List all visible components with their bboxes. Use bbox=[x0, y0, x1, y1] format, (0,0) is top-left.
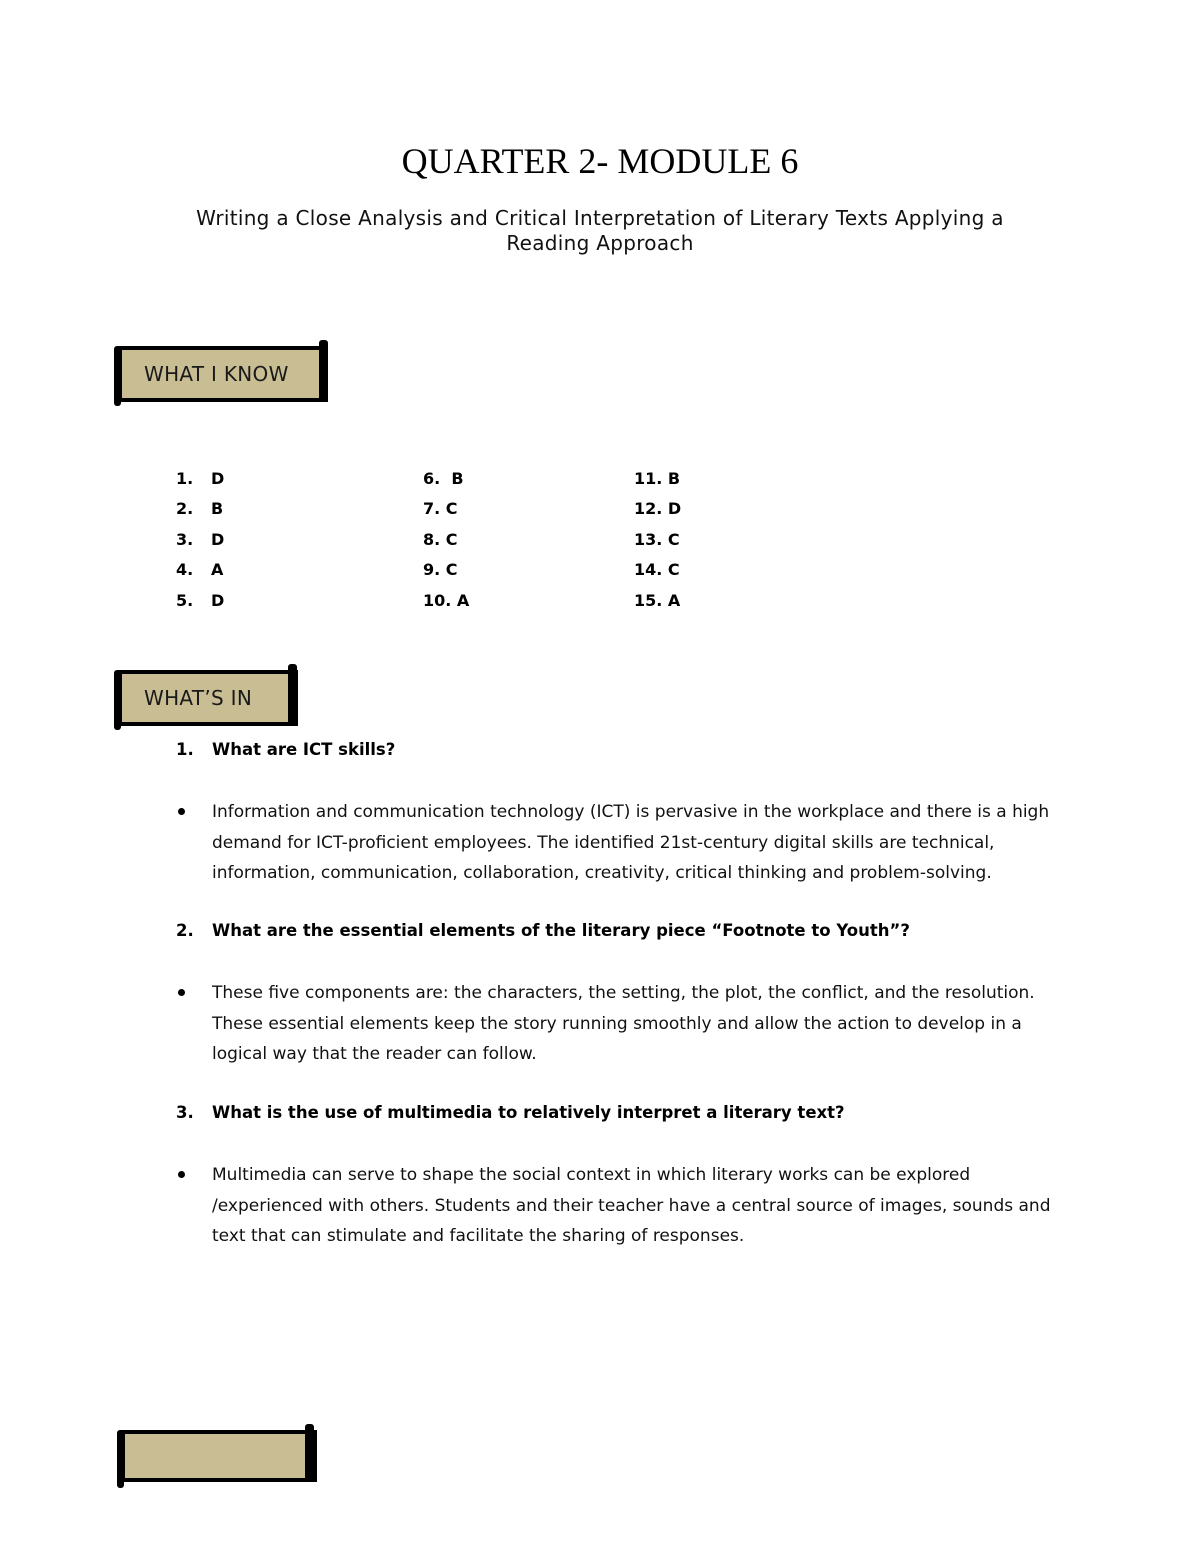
answer-column-3 bbox=[634, 463, 681, 616]
answer-row: 6. B bbox=[423, 468, 464, 488]
list-item: Information and communication technology (ICT) is pervasive in the workplace and there is a high demand for ICT-proficient employees. The identified 21st-century digital skills are technical, information, communication, collaboration, creativity, critical thinking and problem-solving. bbox=[176, 797, 1076, 889]
list-item: These five components are: the characters, the setting, the plot, the conflict, and the resolution. These essential elements keep the story running smoothly and allow the action to develop in a logical way that the reader can follow. bbox=[176, 978, 1076, 1070]
page-subtitle: Writing a Close Analysis and Critical Interpretation of Literary Texts Applying a Reading Approach bbox=[196, 206, 1004, 255]
what-i-know-banner bbox=[114, 342, 328, 408]
question-heading: 2. What are the essential elements of the literary piece “Footnote to Youth”? bbox=[176, 921, 910, 940]
answer-row: 11. B bbox=[634, 468, 681, 488]
footer-banner bbox=[117, 1426, 317, 1490]
answer-column-2 bbox=[423, 463, 469, 616]
bullet-icon bbox=[176, 797, 212, 889]
answer-row: 13. C bbox=[634, 529, 680, 549]
question-block-2 bbox=[176, 921, 1076, 940]
answer-block-3 bbox=[176, 1160, 1076, 1252]
answer-row: 12. D bbox=[634, 499, 682, 519]
list-item: Multimedia can serve to shape the social context in which literary works can be explored /experienced with others. Students and their teacher have a central source of images, sounds and text that can stimulate and facilitate the sharing of responses. bbox=[176, 1160, 1076, 1252]
answer-row: 10. A bbox=[423, 590, 470, 610]
answer-column-1 bbox=[176, 463, 224, 616]
answer-row: 1. D bbox=[176, 468, 225, 488]
answer-row: 7. C bbox=[423, 499, 458, 519]
what-i-know-label: WHAT I KNOW bbox=[144, 362, 289, 386]
answer-block-1 bbox=[176, 797, 1076, 889]
bullet-icon bbox=[176, 1160, 212, 1252]
whats-in-label: WHAT’S IN bbox=[144, 686, 253, 710]
whats-in-banner bbox=[114, 666, 298, 730]
question-heading: 1. What are ICT skills? bbox=[176, 740, 396, 759]
answer-row: 8. C bbox=[423, 529, 458, 549]
answer-row: 9. C bbox=[423, 560, 458, 580]
answer-row: 14. C bbox=[634, 560, 680, 580]
answer-row: 2. B bbox=[176, 499, 224, 519]
answer-row: 3. D bbox=[176, 529, 225, 549]
answer-row: 15. A bbox=[634, 590, 681, 610]
question-block-3 bbox=[176, 1103, 1076, 1122]
question-block-1 bbox=[176, 740, 1076, 759]
page-title: QUARTER 2- MODULE 6 bbox=[401, 141, 799, 181]
answer-row: 4. A bbox=[176, 560, 224, 580]
answer-block-2 bbox=[176, 978, 1076, 1070]
answer-row: 5. D bbox=[176, 590, 225, 610]
bullet-icon bbox=[176, 978, 212, 1070]
question-heading: 3. What is the use of multimedia to relatively interpret a literary text? bbox=[176, 1103, 845, 1122]
